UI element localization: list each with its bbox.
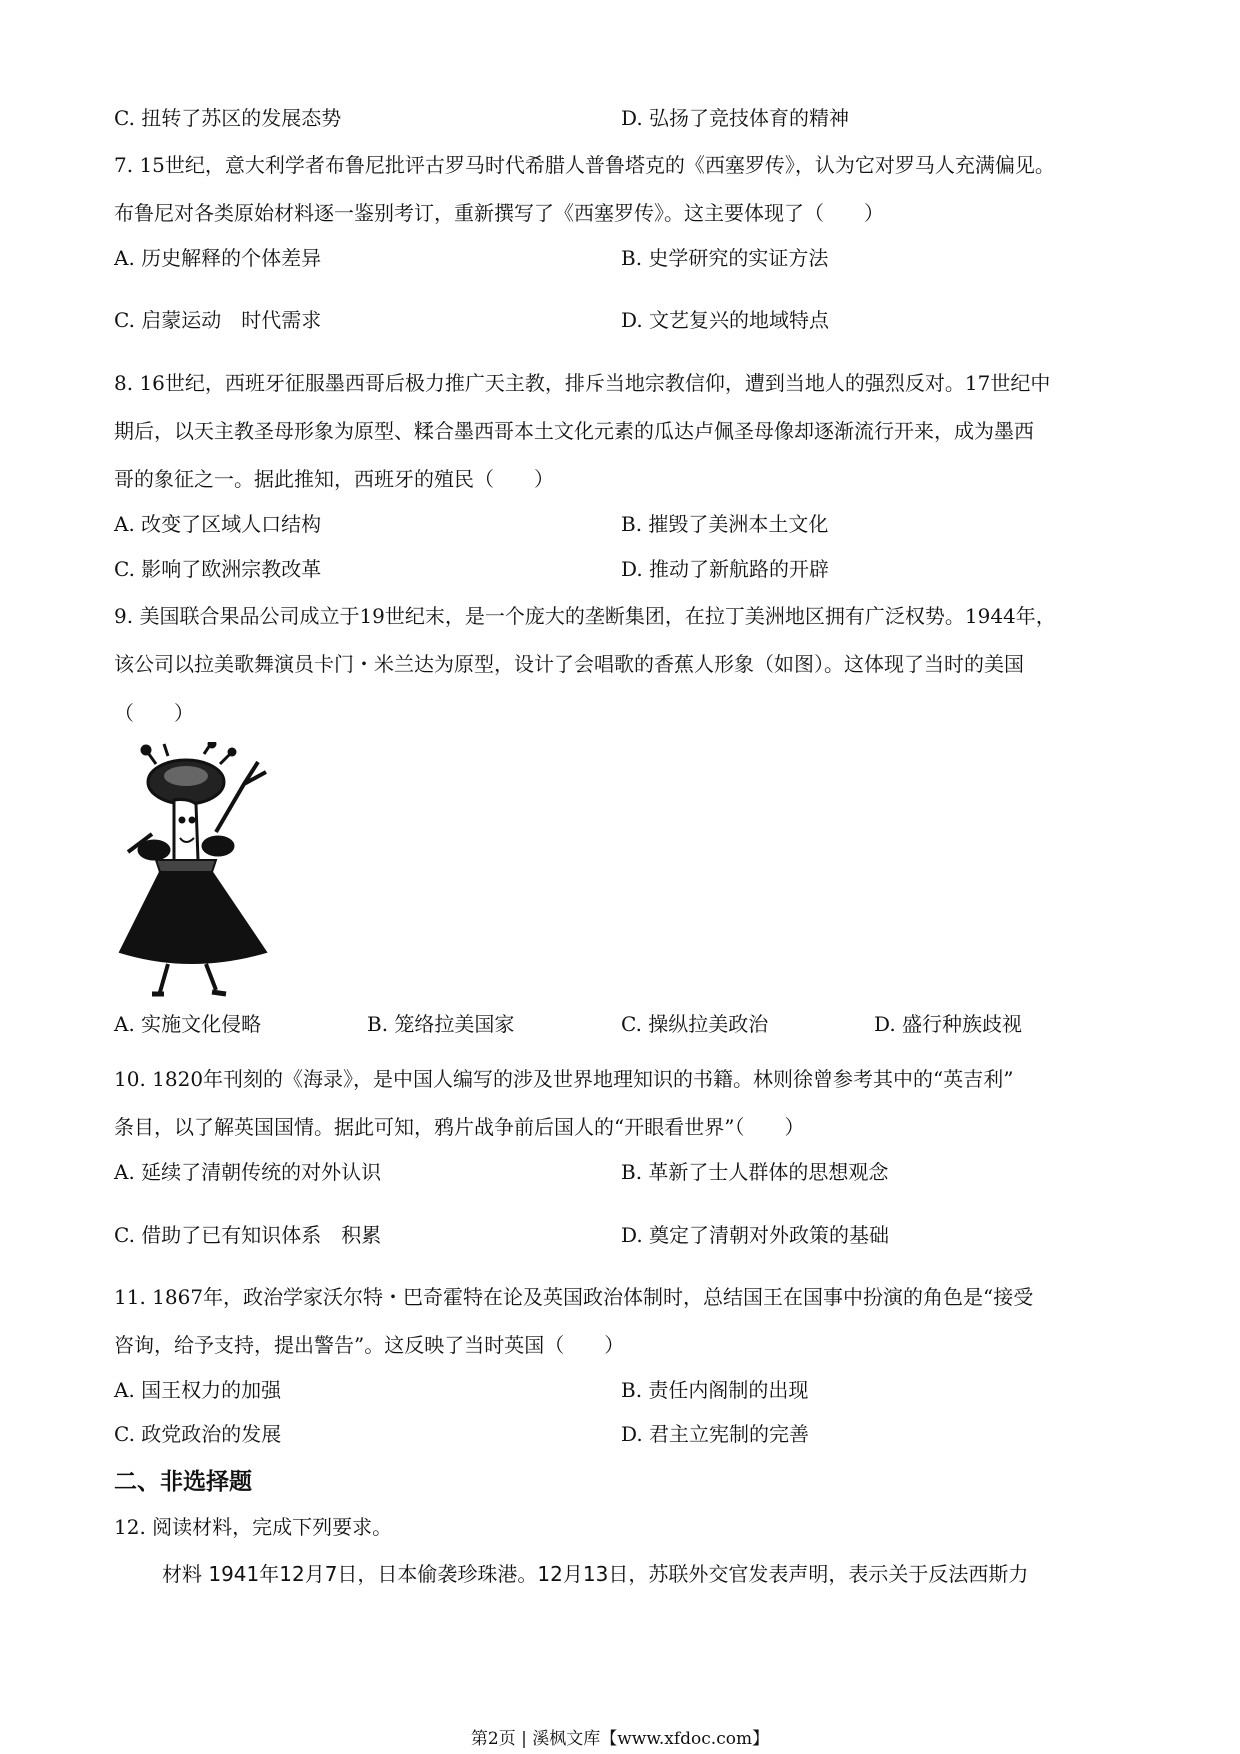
q12-material-text: 材料 1941年12月7日，日本偷袭珍珠港。12月13日，苏联外交官发表声明，表示关于反法西斯力 [162, 1562, 1029, 1586]
section-heading-non-choice: 二、非选择题 [114, 1469, 252, 1495]
q11-option-d: D. 君主立宪制的完善 [621, 1422, 810, 1446]
q12-stem: 12. 阅读材料，完成下列要求。 [114, 1515, 393, 1539]
q7-option-b: B. 史学研究的实证方法 [621, 246, 829, 270]
q11-stem-line2: 咨询，给予支持，提出警告”。这反映了当时英国（ ） [114, 1333, 625, 1357]
q9-option-c: C. 操纵拉美政治 [621, 1012, 769, 1036]
q11-option-b: B. 责任内阁制的出现 [621, 1378, 809, 1402]
q7-stem-line2: 布鲁尼对各类原始材料逐一鉴别考订，重新撰写了《西塞罗传》。这主要体现了（ ） [114, 201, 884, 225]
q11-option-c: C. 政党政治的发展 [114, 1422, 282, 1446]
q11-stem-line1: 11. 1867年，政治学家沃尔特・巴奇霍特在论及英国政治体制时，总结国王在国事中扮演的角色是“接受 [114, 1285, 1034, 1309]
page-footer: 第2页 | 溪枫文库【www.xfdoc.com】 [470, 1729, 770, 1749]
q10-option-d: D. 奠定了清朝对外政策的基础 [621, 1223, 890, 1247]
q8-option-a: A. 改变了区域人口结构 [114, 512, 322, 536]
q8-option-b: B. 摧毁了美洲本土文化 [621, 512, 829, 536]
q7-stem-line1: 7. 15世纪，意大利学者布鲁尼批评古罗马时代希腊人普鲁塔克的《西塞罗传》，认为它对罗马人充满偏见。 [114, 153, 1055, 177]
q9-option-a: A. 实施文化侵略 [114, 1012, 262, 1036]
q8-stem-line2: 期后，以天主教圣母形象为原型、糅合墨西哥本土文化元素的瓜达卢佩圣母像却逐渐流行开来，成为墨西 [114, 419, 1034, 443]
q10-stem-line2: 条目，以了解英国国情。据此可知，鸦片战争前后国人的“开眼看世界”（ ） [114, 1115, 805, 1139]
banana-figure-illustration [116, 742, 286, 1000]
q9-stem-line1: 9. 美国联合果品公司成立于19世纪末，是一个庞大的垄断集团，在拉丁美洲地区拥有广泛权势。1944年， [114, 604, 1056, 628]
q8-option-c: C. 影响了欧洲宗教改革 [114, 557, 322, 581]
banana-figure-drawing [120, 742, 266, 994]
q7-option-c: C. 启蒙运动 时代需求 [114, 308, 322, 332]
q11-option-a: A. 国王权力的加强 [114, 1378, 282, 1402]
q7-option-d: D. 文艺复兴的地域特点 [621, 308, 830, 332]
q6-option-c: C. 扭转了苏区的发展态势 [114, 106, 342, 130]
q9-option-b: B. 笼络拉美国家 [367, 1012, 515, 1036]
q8-stem-line1: 8. 16世纪，西班牙征服墨西哥后极力推广天主教，排斥当地宗教信仰，遭到当地人的强烈反对。17世纪中 [114, 371, 1051, 395]
q10-option-a: A. 延续了清朝传统的对外认识 [114, 1160, 382, 1184]
q7-option-a: A. 历史解释的个体差异 [114, 246, 322, 270]
q8-option-d: D. 推动了新航路的开辟 [621, 557, 830, 581]
q9-option-d: D. 盛行种族歧视 [874, 1012, 1023, 1036]
q10-option-b: B. 革新了士人群体的思想观念 [621, 1160, 889, 1184]
q9-stem-line2: 该公司以拉美歌舞演员卡门・米兰达为原型，设计了会唱歌的香蕉人形象（如图）。这体现了当时的美国 [114, 652, 1024, 676]
q10-option-c: C. 借助了已有知识体系 积累 [114, 1223, 382, 1247]
q6-option-d: D. 弘扬了竞技体育的精神 [621, 106, 850, 130]
q8-stem-line3: 哥的象征之一。据此推知，西班牙的殖民（ ） [114, 467, 554, 491]
q10-stem-line1: 10. 1820年刊刻的《海录》，是中国人编写的涉及世界地理知识的书籍。林则徐曾参考其中的“英吉利” [114, 1067, 1014, 1091]
q9-stem-line3: （ ） [114, 701, 194, 725]
